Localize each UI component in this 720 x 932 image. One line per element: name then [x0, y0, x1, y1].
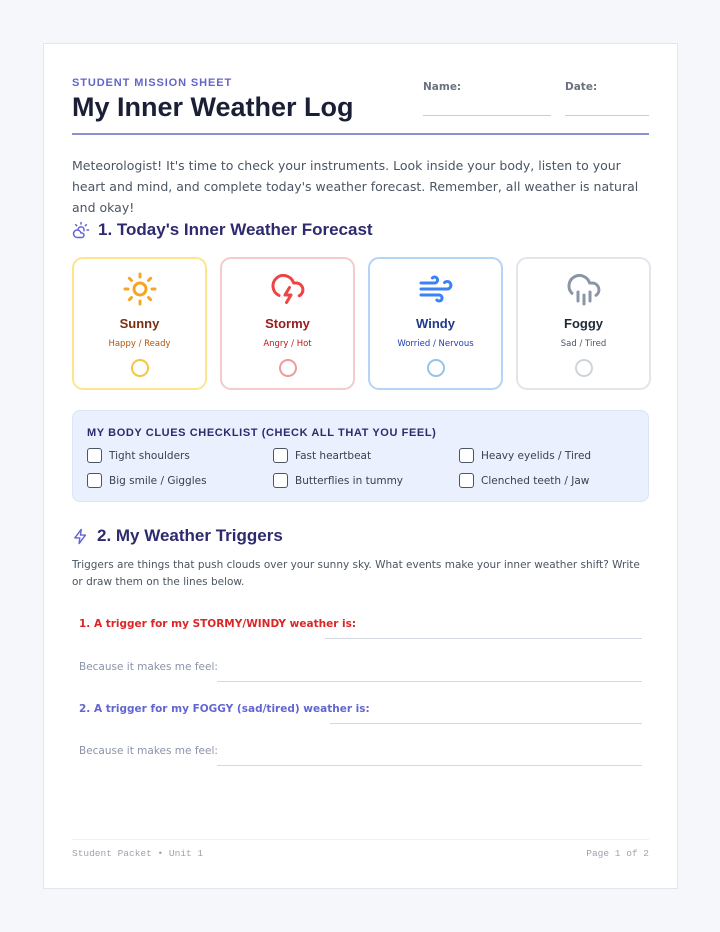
weather-cards: [72, 257, 649, 390]
triggers-intro: Triggers are things that push clouds over your sunny sky. What events make your inner weather shift? Write or draw them on the lines below.: [72, 559, 640, 588]
section-2-heading: [72, 526, 283, 546]
weather-card-sunny[interactable]: [72, 257, 207, 390]
worksheet-page: [43, 43, 678, 889]
partly-cloudy-icon: [72, 221, 90, 239]
foggy-trigger-line[interactable]: [330, 723, 642, 724]
checkbox[interactable]: [87, 473, 102, 488]
weather-radio-foggy[interactable]: [575, 359, 593, 377]
date-label: Date:: [565, 81, 598, 93]
page-title: My Inner Weather Log: [72, 92, 354, 122]
rain-cloud-icon: [566, 271, 602, 307]
lightning-icon: [72, 528, 89, 545]
checklist-item[interactable]: [459, 473, 589, 488]
storm-cloud-icon: [270, 271, 306, 307]
weather-name: Foggy: [564, 316, 603, 331]
weather-feeling: Sad / Tired: [560, 339, 607, 349]
name-label: Name:: [423, 81, 462, 93]
weather-feeling: Happy / Ready: [108, 339, 171, 349]
weather-card-stormy[interactable]: [220, 257, 355, 390]
stormy-feel-label: Because it makes me feel:: [79, 661, 218, 673]
intro-text: Meteorologist! It's time to check your instruments. Look inside your body, listen to your heart and mind, and complete today's weather forecast. Remember, all weather is natural and okay!: [72, 158, 639, 215]
checklist-title: MY BODY CLUES CHECKLIST (CHECK ALL THAT YOU FEEL): [87, 427, 437, 439]
body-clues-checklist: [72, 410, 649, 502]
weather-radio-windy[interactable]: [427, 359, 445, 377]
checklist-item-label: Fast heartbeat: [295, 449, 372, 462]
weather-name: Stormy: [265, 316, 310, 331]
weather-name: Sunny: [119, 316, 160, 331]
checklist-item-label: Butterflies in tummy: [295, 474, 404, 487]
checkbox[interactable]: [273, 448, 288, 463]
weather-radio-sunny[interactable]: [131, 359, 149, 377]
checklist-item[interactable]: [87, 448, 190, 463]
date-field[interactable]: [565, 115, 649, 116]
stormy-feel-line[interactable]: [217, 681, 642, 682]
footer-divider: [72, 839, 649, 840]
section-1-title: 1. Today's Inner Weather Forecast: [98, 220, 373, 239]
wind-icon: [418, 271, 454, 307]
foggy-trigger-prompt: 2. A trigger for my FOGGY (sad/tired) weather is:: [79, 703, 370, 715]
checkbox[interactable]: [273, 473, 288, 488]
foggy-feel-line[interactable]: [217, 765, 642, 766]
checklist-item[interactable]: [87, 473, 207, 488]
checklist-item[interactable]: [459, 448, 591, 463]
footer-page-number: Page 1 of 2: [586, 848, 649, 859]
weather-radio-stormy[interactable]: [279, 359, 297, 377]
weather-feeling: Worried / Nervous: [397, 339, 474, 349]
weather-feeling: Angry / Hot: [263, 339, 312, 349]
weather-card-foggy[interactable]: [516, 257, 651, 390]
weather-name: Windy: [416, 316, 455, 331]
mission-kicker: STUDENT MISSION SHEET: [72, 77, 233, 89]
name-field[interactable]: [423, 115, 551, 116]
section-1-heading: [72, 220, 373, 240]
weather-card-windy[interactable]: [368, 257, 503, 390]
section-2-title: 2. My Weather Triggers: [97, 526, 283, 545]
checkbox[interactable]: [87, 448, 102, 463]
stormy-trigger-prompt: 1. A trigger for my STORMY/WINDY weather is:: [79, 618, 357, 630]
sun-icon: [122, 271, 158, 307]
stormy-trigger-line[interactable]: [325, 638, 642, 639]
checkbox[interactable]: [459, 448, 474, 463]
checkbox[interactable]: [459, 473, 474, 488]
checklist-item-label: Big smile / Giggles: [109, 474, 207, 487]
checklist-item[interactable]: [273, 448, 371, 463]
footer-packet-label: Student Packet • Unit 1: [72, 848, 204, 859]
checklist-item-label: Heavy eyelids / Tired: [481, 449, 592, 462]
checklist-item-label: Tight shoulders: [109, 449, 190, 462]
foggy-feel-label: Because it makes me feel:: [79, 745, 218, 757]
header-divider: [72, 133, 649, 135]
checklist-item[interactable]: [273, 473, 403, 488]
checklist-item-label: Clenched teeth / Jaw: [481, 474, 590, 487]
